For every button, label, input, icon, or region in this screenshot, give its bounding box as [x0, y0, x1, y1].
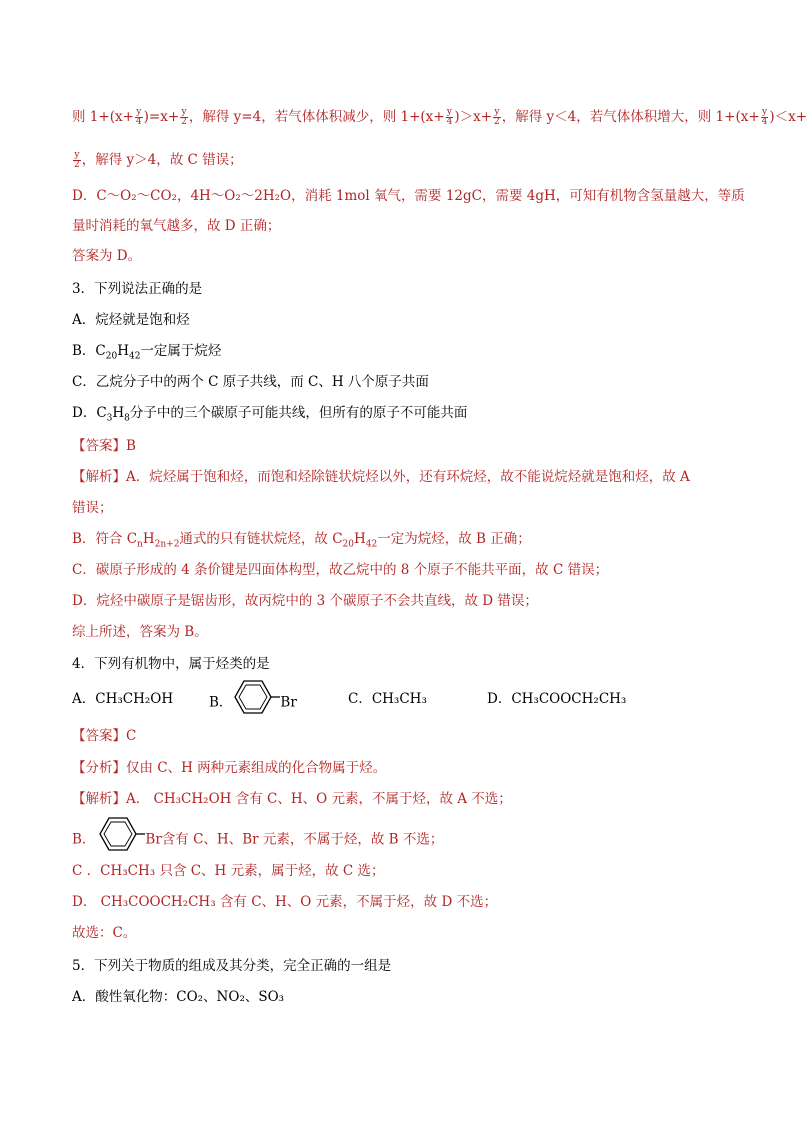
- q3-option-d: D．$C_3H_8$分子中的三个碳原子可能共线，但所有的原子不可能共面: [72, 405, 468, 424]
- q3-analysis-5: D．烷烃中碳原子是锯齿形，故丙烷中的 3 个碳原子不会共直线，故 D 错误；: [72, 593, 538, 609]
- q3-analysis-1: 【解析】A．烷烃属于饱和烃，而饱和烃除链状烷烃以外，还有环烷烃，故不能说烷烃就是饱和烃，故 A: [72, 469, 690, 485]
- q4-explanation-1: 【解析】A． CH₃CH₂OH 含有 C、H、O 元素，不属于烃，故 A 不选；: [72, 791, 512, 807]
- cont-line-2: [72, 150, 243, 170]
- q3-answer: 【答案】B: [72, 438, 136, 454]
- q3-option-c: C．乙烷分子中的两个 C 原子共线，而 C、H 八个原子共面: [72, 374, 429, 390]
- text: ，解得 y＞4，故 C 错误；: [81, 152, 243, 168]
- benzene-ring-icon: [95, 814, 145, 854]
- text: )＜x+: [769, 109, 807, 125]
- q5-option-a: A．酸性氧化物：CO₂、NO₂、SO₃: [72, 989, 285, 1005]
- cont-line-5: 答案为 D。: [72, 248, 142, 264]
- q3-analysis-3: B．符合 $C_nH_{2n+2}$通式的只有链状烷烃，故 $C_{20}H_{42}$一定为烷烃，故 B 正确；: [72, 531, 531, 550]
- q3-option-a: A．烷烃就是饱和烃: [72, 312, 190, 328]
- q4-analysis: 【分析】仅由 C、H 两种元素组成的化合物属于烃。: [72, 760, 387, 776]
- q4-option-c: C．CH₃CH₃: [348, 691, 427, 707]
- q4-explanation-5: 故选：C。: [72, 925, 137, 941]
- q4-stem: 4．下列有机物中，属于烃类的是: [72, 656, 270, 672]
- fraction: $\frac{y}{4}$: [446, 107, 453, 127]
- fraction: $\frac{y}{2}$: [494, 107, 500, 127]
- q5-stem: 5．下列关于物质的组成及其分类，完全正确的一组是: [72, 958, 392, 974]
- q3-stem: 3．下列说法正确的是: [72, 281, 203, 297]
- fraction: $\frac{y}{2}$: [181, 107, 187, 127]
- cont-line-3: D．C～O₂～CO₂，4H～O₂～2H₂O，消耗 1mol 氧气，需要 12gC，需要 4gH，可知有机物含氢量越大，等质: [72, 188, 745, 204]
- q4-option-a: A．CH₃CH₂OH: [72, 691, 174, 707]
- q4-option-b: B． Br: [209, 689, 297, 717]
- fraction: $\frac{y}{4}$: [135, 107, 142, 127]
- fraction: $\frac{y}{2}$: [74, 150, 80, 170]
- text: ，解得 y＜4，若气体体积增大，则 1+(x+: [501, 109, 760, 125]
- benzene-ring-icon: [232, 677, 280, 717]
- text: 则 1+(x+: [72, 109, 134, 125]
- text: )=x+: [143, 109, 180, 125]
- q4-explanation-3: C ．CH₃CH₃ 只含 C、H 元素，属于烃，故 C 选；: [72, 863, 385, 879]
- cont-line-4: 量时消耗的氧气越多，故 D 正确；: [72, 218, 281, 234]
- q3-option-b: B．$C_{20}H_{42}$一定属于烷烃: [72, 343, 222, 362]
- q4-explanation-2: B． Br含有 C、H、Br 元素，不属于烃，故 B 不选；: [72, 826, 443, 854]
- text: )＞x+: [454, 109, 493, 125]
- cont-line-1: [72, 107, 807, 127]
- q3-analysis-4: C．碳原子形成的 4 条价键是四面体构型，故乙烷中的 8 个原子不能共平面，故 C 错误；: [72, 562, 609, 578]
- q3-analysis-2: 错误；: [72, 500, 113, 516]
- q4-option-d: D．CH₃COOCH₂CH₃: [487, 691, 627, 707]
- q3-analysis-6: 综上所述，答案为 B。: [72, 624, 208, 640]
- fraction: $\frac{y}{4}$: [761, 107, 768, 127]
- text: ，解得 y=4，若气体体积减少，则 1+(x+: [188, 109, 445, 125]
- q4-explanation-4: D． CH₃COOCH₂CH₃ 含有 C、H、O 元素，不属于烃，故 D 不选；: [72, 894, 498, 910]
- q4-answer: 【答案】C: [72, 728, 137, 744]
